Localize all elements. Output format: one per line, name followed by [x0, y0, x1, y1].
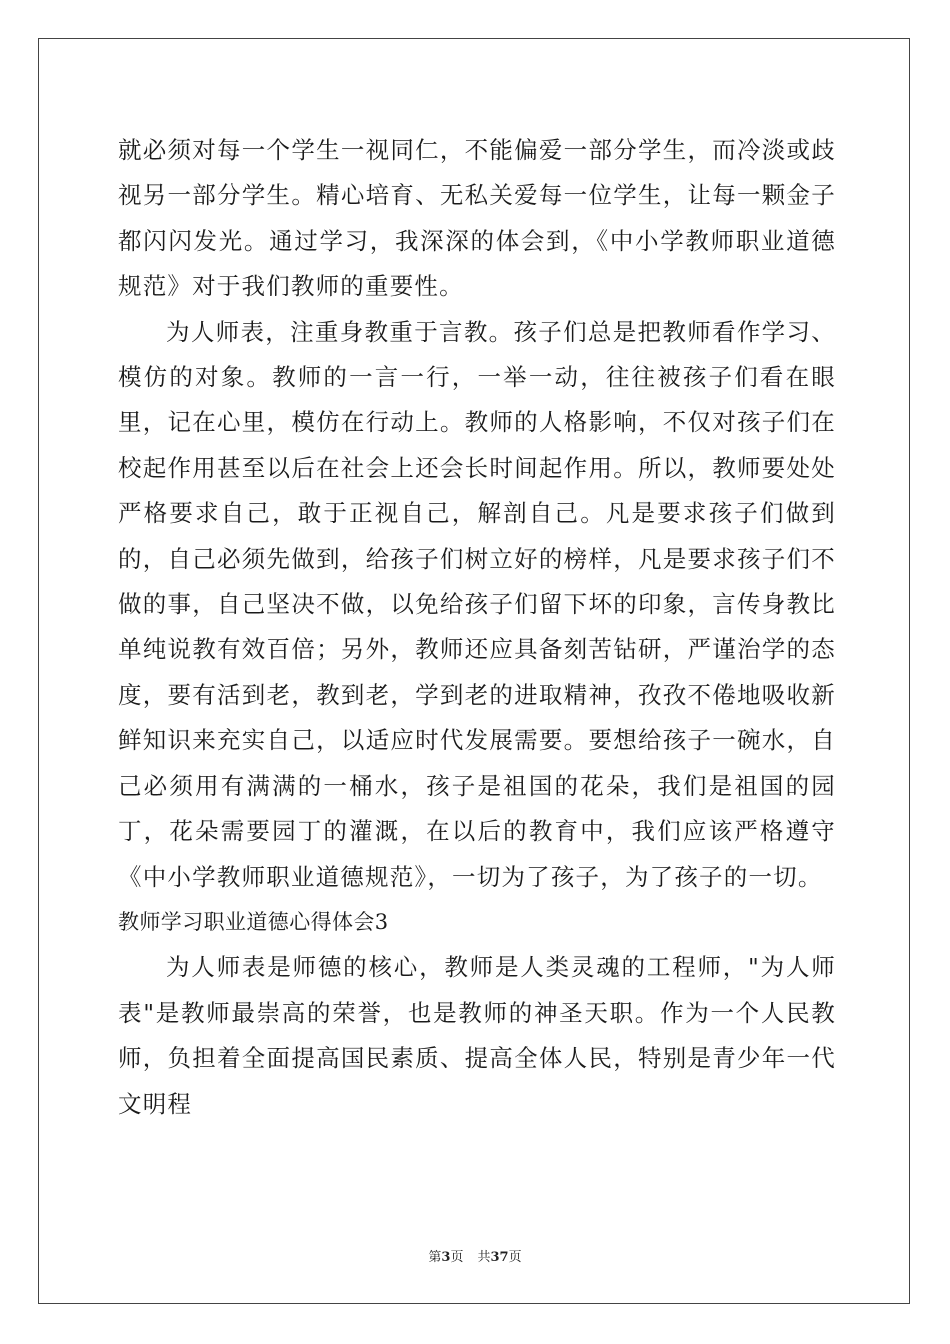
- paragraph-continuation: 就必须对每一个学生一视同仁，不能偏爱一部分学生，而冷淡或歧视另一部分学生。精心培育、无私关爱每一位学生，让每一颗金子都闪闪发光。通过学习，我深深的体会到，《中小学教师职业道德规范》对于我们教师的重要性。: [118, 136, 836, 301]
- page-prefix: 第: [428, 1250, 442, 1265]
- document-body: [118, 128, 836, 1127]
- section-heading: 教师学习职业道德心得体会3: [118, 909, 389, 934]
- page-suffix: 页: [450, 1250, 464, 1265]
- total-prefix: 共: [477, 1250, 491, 1265]
- paragraph-role-model: 为人师表，注重身教重于言教。孩子们总是把教师看作学习、模仿的对象。教师的一言一行，一举一动，往往被孩子们看在眼里，记在心里，模仿在行动上。教师的人格影响，不仅对孩子们在校起作用甚至以后在社会上还会长时间起作用。所以，教师要处处严格要求自己，敢于正视自己，解剖自己。凡是要求孩子们做到的，自己必须先做到，给孩子们树立好的榜样，凡是要求孩子们不做的事，自己坚决不做，以免给孩子们留下坏的印象，言传身教比单纯说教有效百倍；另外，教师还应具备刻苦钻研，严谨治学的态度，要有活到老，教到老，学到老的进取精神，孜孜不倦地吸收新鲜知识来充实自己，以适应时代发展需要。要想给孩子一碗水，自己必须用有满满的一桶水，孩子是祖国的花朵，我们是祖国的园丁，花朵需要园丁的灌溉，在以后的教育中，我们应该严格遵守《中小学教师职业道德规范》，一切为了孩子，为了孩子的一切。: [118, 317, 836, 891]
- page-number: 3: [441, 1250, 451, 1265]
- page-footer: [0, 1246, 950, 1265]
- paragraph-section-3: 为人师表是师德的核心，教师是人类灵魂的工程师，"为人师表"是教师最崇高的荣誉，也是教师的神圣天职。作为一个人民教师，负担着全面提高国民素质、提高全体人民，特别是青少年一代文明程: [118, 953, 836, 1118]
- total-suffix: 页: [508, 1250, 522, 1265]
- total-pages: 37: [490, 1250, 509, 1265]
